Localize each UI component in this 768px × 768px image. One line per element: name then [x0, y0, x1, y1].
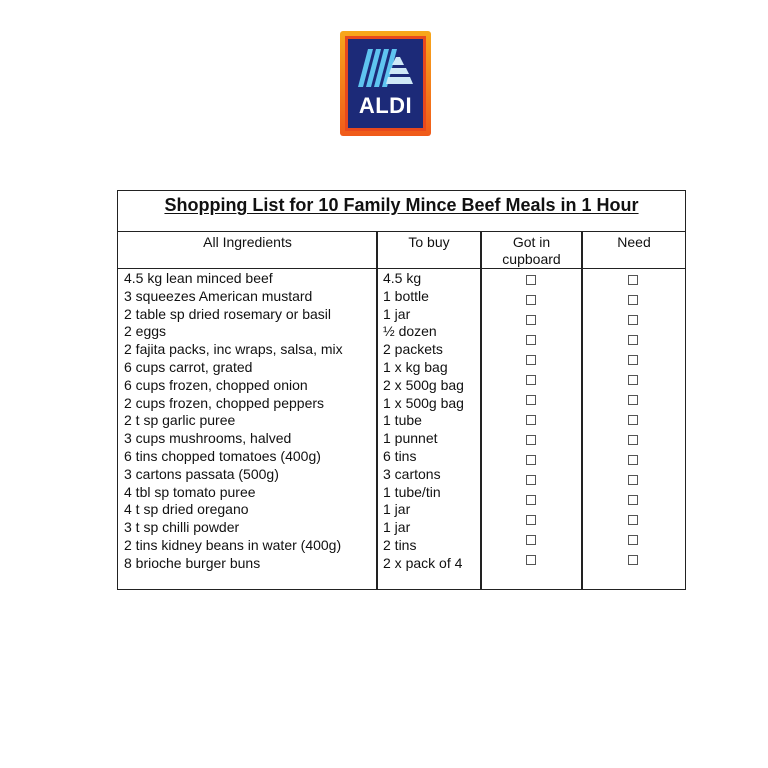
got-in-cupboard-checkbox[interactable]	[526, 555, 536, 565]
ingredient-item: 2 fajita packs, inc wraps, salsa, mix	[124, 341, 343, 358]
shopping-list-table	[117, 190, 686, 590]
ingredient-item: 3 squeezes American mustard	[124, 287, 313, 304]
got-in-cupboard-checkbox[interactable]	[526, 535, 536, 545]
header-need: Need	[617, 234, 651, 250]
logo-ring	[345, 36, 426, 131]
ingredient-item: 8 brioche burger buns	[124, 554, 261, 571]
got-in-cupboard-checkbox[interactable]	[526, 315, 536, 325]
to-buy-item: 1 jar	[383, 519, 411, 536]
to-buy-item: 6 tins	[383, 447, 417, 464]
need-checkbox[interactable]	[628, 495, 638, 505]
got-in-cupboard-checkbox[interactable]	[526, 415, 536, 425]
to-buy-item: 2 tins	[383, 536, 417, 553]
to-buy-item: 1 punnet	[383, 430, 438, 447]
got-in-cupboard-checkbox[interactable]	[526, 515, 536, 525]
to-buy-item: 2 packets	[383, 341, 443, 358]
to-buy-item: 3 cartons	[383, 465, 441, 482]
need-checkbox[interactable]	[628, 535, 638, 545]
need-checkbox[interactable]	[628, 415, 638, 425]
aldi-logo	[340, 31, 431, 136]
ingredient-item: 2 cups frozen, chopped peppers	[124, 394, 325, 411]
need-checkbox[interactable]	[628, 455, 638, 465]
to-buy-item: 1 tube/tin	[383, 483, 441, 500]
to-buy-item: 1 x 500g bag	[383, 394, 464, 411]
header-row	[118, 232, 685, 269]
to-buy-item: 1 jar	[383, 501, 411, 518]
header-got-in-line1: Got in	[512, 234, 551, 250]
ingredient-item: 3 cartons passata (500g)	[124, 465, 279, 482]
ingredient-item: 6 tins chopped tomatoes (400g)	[124, 447, 321, 464]
ingredient-item: 4.5 kg lean minced beef	[124, 270, 273, 286]
got-in-cupboard-checkbox[interactable]	[526, 395, 536, 405]
to-buy-item: 1 x kg bag	[383, 358, 448, 375]
ingredient-item: 4 tbl sp tomato puree	[124, 483, 256, 500]
header-all-ingredients: All Ingredients	[203, 234, 292, 250]
got-in-cupboard-checkbox[interactable]	[526, 355, 536, 365]
to-buy-column	[383, 270, 464, 573]
ingredient-item: 3 cups mushrooms, halved	[124, 430, 292, 447]
to-buy-item: 1 bottle	[383, 287, 429, 304]
ingredient-item: 2 eggs	[124, 323, 167, 340]
title-row	[118, 191, 685, 232]
column-divider	[480, 232, 482, 589]
got-in-cupboard-checkboxes	[526, 275, 536, 575]
ingredient-item: 6 cups carrot, grated	[124, 358, 253, 375]
to-buy-item: 2 x pack of 4	[383, 554, 463, 571]
to-buy-item: 1 jar	[383, 305, 411, 322]
got-in-cupboard-checkbox[interactable]	[526, 295, 536, 305]
got-in-cupboard-checkbox[interactable]	[526, 455, 536, 465]
ingredient-item: 3 t sp chilli powder	[124, 519, 240, 536]
got-in-cupboard-checkbox[interactable]	[526, 335, 536, 345]
got-in-cupboard-checkbox[interactable]	[526, 435, 536, 445]
column-divider	[581, 232, 583, 589]
need-checkbox[interactable]	[628, 515, 638, 525]
need-checkbox[interactable]	[628, 555, 638, 565]
need-checkbox[interactable]	[628, 355, 638, 365]
header-to-buy: To buy	[408, 234, 450, 250]
need-checkbox[interactable]	[628, 275, 638, 285]
ingredient-item: 2 table sp dried rosemary or basil	[124, 305, 331, 322]
got-in-cupboard-checkbox[interactable]	[526, 275, 536, 285]
got-in-cupboard-checkbox[interactable]	[526, 375, 536, 385]
ingredients-column	[124, 270, 343, 573]
ingredient-item: 6 cups frozen, chopped onion	[124, 376, 308, 393]
need-checkbox[interactable]	[628, 375, 638, 385]
need-checkbox[interactable]	[628, 335, 638, 345]
header-got-in-cupboard	[481, 234, 582, 268]
ingredient-item: 2 tins kidney beans in water (400g)	[124, 536, 342, 553]
header-got-in-line2: cupboard	[502, 251, 561, 267]
document-title: Shopping List for 10 Family Mince Beef Meals in 1 Hour	[164, 195, 639, 215]
aldi-stripes-icon	[358, 47, 414, 89]
need-checkbox[interactable]	[628, 295, 638, 305]
need-checkbox[interactable]	[628, 315, 638, 325]
to-buy-item: 4.5 kg	[383, 270, 422, 286]
to-buy-item: 2 x 500g bag	[383, 376, 464, 393]
got-in-cupboard-checkbox[interactable]	[526, 475, 536, 485]
need-checkbox[interactable]	[628, 475, 638, 485]
need-checkbox[interactable]	[628, 435, 638, 445]
need-checkboxes	[628, 275, 638, 575]
column-divider	[376, 232, 378, 589]
need-checkbox[interactable]	[628, 395, 638, 405]
to-buy-item: 1 tube	[383, 412, 422, 429]
got-in-cupboard-checkbox[interactable]	[526, 495, 536, 505]
ingredient-item: 2 t sp garlic puree	[124, 412, 236, 429]
logo-text: ALDI	[358, 93, 413, 118]
ingredient-item: 4 t sp dried oregano	[124, 501, 249, 518]
to-buy-item: ½ dozen	[383, 323, 437, 340]
logo-core	[348, 39, 423, 128]
